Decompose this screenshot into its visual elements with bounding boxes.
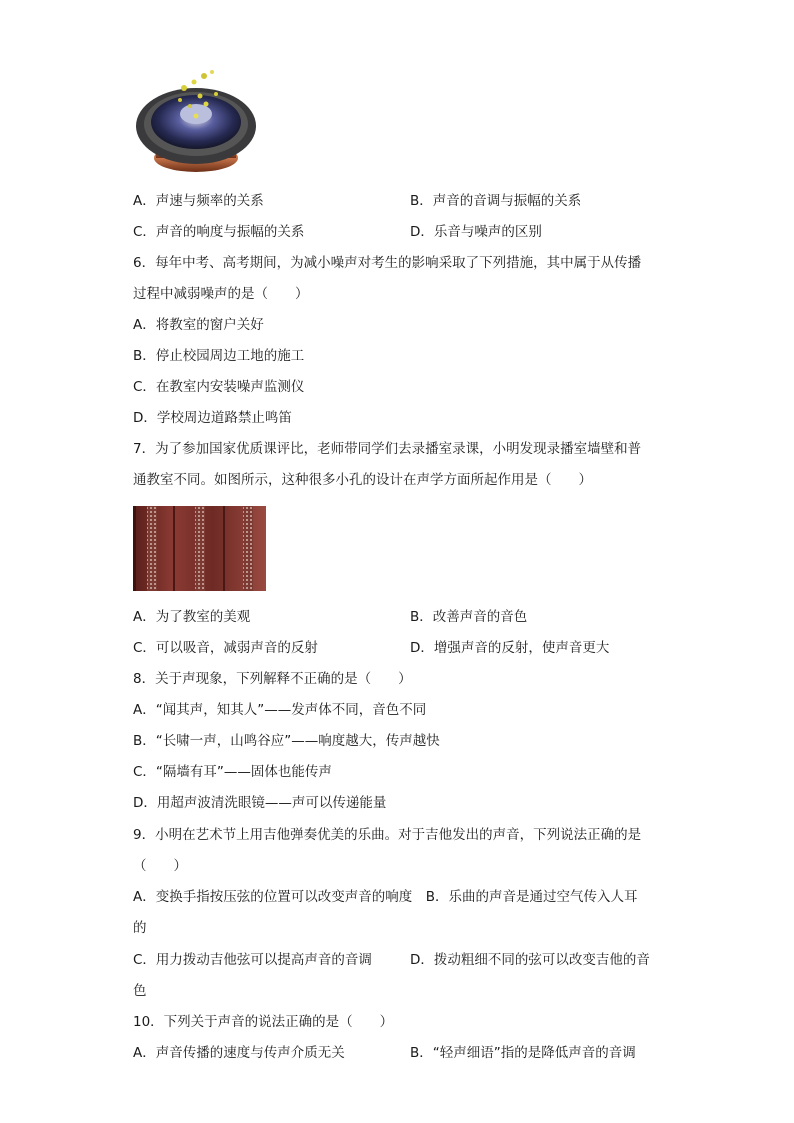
q9-option-d-line1: D．拨动粗细不同的弦可以改变吉他的音 (410, 952, 650, 968)
q6-option-c: C．在教室内安装噪声监测仪 (133, 379, 305, 395)
q10-stem: 10．下列关于声音的说法正确的是（ ） (133, 1014, 394, 1030)
q9-option-c: C．用力拨动吉他弦可以提高声音的音调 (133, 952, 372, 968)
q7-option-b: B．改善声音的音色 (410, 609, 528, 625)
q6-option-d: D．学校周边道路禁止鸣笛 (133, 410, 292, 426)
q9-option-d-line2: 色 (133, 983, 147, 999)
q6-option-b: B．停止校园周边工地的施工 (133, 348, 305, 364)
q9-option-ab-line2: 的 (133, 920, 147, 936)
q5-option-b: B．声音的音调与振幅的关系 (410, 193, 582, 209)
q7-stem-line2: 通教室不同。如图所示，这种很多小孔的设计在声学方面所起作用是（ ） (133, 472, 592, 488)
q9-option-ab-line1: A．变换手指按压弦的位置可以改变声音的响度 B．乐曲的声音是通过空气传入人耳 (133, 889, 638, 905)
perforated-wall-image (133, 506, 266, 591)
q5-option-d: D．乐音与噪声的区别 (410, 224, 542, 240)
q8-option-a: A．“闻其声，知其人”——发声体不同，音色不同 (133, 702, 427, 718)
q9-stem-line2: （ ） (133, 858, 187, 874)
q9-stem-line1: 9．小明在艺术节上用吉他弹奏优美的乐曲。对于吉他发出的声音，下列说法正确的是 (133, 827, 642, 843)
q5-option-c: C．声音的响度与振幅的关系 (133, 224, 305, 240)
q6-stem-line1: 6．每年中考、高考期间，为减小噪声对考生的影响采取了下列措施，其中属于从传播 (133, 255, 642, 271)
q8-option-c: C．“隔墙有耳”——固体也能传声 (133, 764, 332, 780)
q7-option-d: D．增强声音的反射，使声音更大 (410, 640, 610, 656)
q7-option-c: C．可以吸音，减弱声音的反射 (133, 640, 318, 656)
speaker-image (134, 66, 264, 176)
q6-stem-line2: 过程中减弱噪声的是（ ） (133, 286, 309, 302)
q5-option-a: A．声速与频率的关系 (133, 193, 264, 209)
q7-option-a: A．为了教室的美观 (133, 609, 251, 625)
q10-option-b: B．“轻声细语”指的是降低声音的音调 (410, 1045, 636, 1061)
q8-option-b: B．“长啸一声，山鸣谷应”——响度越大，传声越快 (133, 733, 440, 749)
q6-option-a: A．将教室的窗户关好 (133, 317, 264, 333)
q10-option-a: A．声音传播的速度与传声介质无关 (133, 1045, 345, 1061)
q8-stem: 8．关于声现象，下列解释不正确的是（ ） (133, 671, 412, 687)
q8-option-d: D．用超声波清洗眼镜——声可以传递能量 (133, 795, 387, 811)
q7-stem-line1: 7．为了参加国家优质课评比，老师带同学们去录播室录课，小明发现录播室墙壁和普 (133, 441, 642, 457)
